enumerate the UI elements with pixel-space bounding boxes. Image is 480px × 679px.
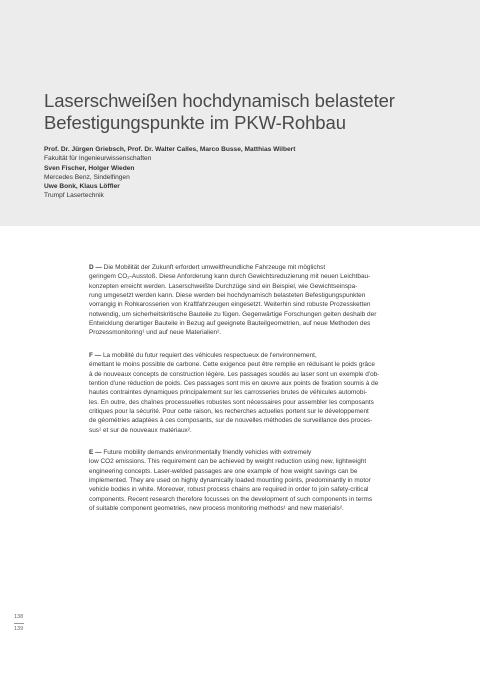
abstract-line — [89, 407, 379, 416]
abstract-english — [89, 448, 379, 513]
abstract-line — [89, 467, 379, 476]
abstract-line — [89, 272, 379, 281]
abstract-line — [89, 351, 379, 360]
abstract-french — [89, 351, 379, 435]
abstract-line — [89, 300, 379, 309]
abstract-line — [89, 504, 379, 513]
article-title — [44, 90, 464, 134]
abstract-line — [89, 426, 379, 435]
abstract-text: rung umgesetzt werden kann. Diese werden bei hochdynamisch belasteten Befestigungspunkten — [89, 292, 366, 300]
abstract-text: critiques pour la sécurité. Pour cette raison, les recherches actuelles portent sur le développement — [89, 408, 369, 416]
abstract-text: components. Recent research therefore focusses on the development of such components in terms — [89, 495, 373, 503]
abstract-text: émettant le moins possible de carbone. Cette exigence peut être remplie en réduisant le poids grâce — [89, 361, 375, 369]
abstract-text: vorrangig in Rohkarosserien von Kraftfahrzeugen eingesetzt. Weiterhin sind robuste Prozessketten — [89, 301, 371, 309]
abstract-german — [89, 263, 379, 338]
abstract-text: implemented. They are used on highly dynamically loaded mounting points, predominantly in motor — [89, 477, 371, 485]
abstract-text: vehicle bodies in white. Moreover, robust process chains are required in order to join safety-critical — [89, 486, 369, 494]
page-number-right: 139 — [14, 626, 24, 632]
abstract-text: Prozessmonitoring¹ und auf neue Materialien². — [89, 329, 222, 337]
abstract-text: low CO2 emissions. This requirement can be achieved by weight reduction using new, lightweight — [89, 458, 367, 466]
abstract-line — [89, 457, 379, 466]
abstract-text: de géométries adaptées à ces composants, sur de nouvelles méthodes de surveillance des proces- — [89, 417, 373, 425]
abstract-line — [89, 310, 379, 319]
author-names-3: Uwe Bonk, Klaus Löffler — [44, 183, 120, 191]
abstract-line — [89, 485, 379, 494]
abstract-text: konzepten erreicht werden. Laserschweißte Durchzüge sind ein Beispiel, wie Gewichtseinspa- — [89, 282, 358, 290]
abstract-line — [89, 379, 379, 388]
title-line-2: Befestigungspunkte im PKW-Rohbau — [44, 112, 346, 133]
abstract-text: La mobilité du futur requiert des véhicules respectueux de l'environnement, — [102, 352, 317, 359]
abstract-text: Future mobility demands environmentally friendly vehicles with extremely — [103, 449, 312, 456]
abstract-text: tention d'une réduction de poids. Ces passages sont mis en œuvre aux points de fixation soumis à de — [89, 380, 379, 388]
abstract-line — [89, 495, 379, 504]
author-affiliation-3: Trumpf Lasertechnik — [44, 192, 104, 200]
abstract-line — [89, 370, 379, 379]
abstract-text: engineering concepts. Laser-welded passages are one example of how weight savings can be — [89, 467, 358, 475]
author-affiliation-2: Mercedes Benz, Sindelfingen — [44, 173, 130, 181]
author-names-1: Prof. Dr. Jürgen Griebsch, Prof. Dr. Walter Calles, Marco Busse, Matthias Wilbert — [44, 146, 296, 153]
author-block — [44, 145, 444, 201]
abstract-line — [89, 263, 379, 272]
author-affiliation-1: Fakultät für Ingenieurwissenschaften — [44, 155, 152, 163]
author-names-2: Sven Fischer, Holger Wieden — [44, 164, 135, 172]
language-marker: E — — [89, 449, 102, 456]
abstract-text: les. En outre, des chaînes processuelles robustes sont nécessaires pour assembler les composants — [89, 398, 374, 406]
abstract-text: Die Mobilität der Zukunft erfordert umweltfreundliche Fahrzeuge mit möglichst — [103, 264, 326, 271]
abstract-text: of suitable component geometries, new process monitoring methods¹ and new materials². — [89, 505, 344, 513]
page-numbers — [14, 614, 34, 633]
abstract-line — [89, 388, 379, 397]
language-marker: D — — [89, 264, 102, 271]
abstract-line — [89, 319, 379, 328]
abstract-text: Entwicklung derartiger Bauteile in Bezug auf geeignete Bauteilgeometrien, auf neue Methoden des — [89, 320, 371, 328]
abstract-text: à de nouveaux concepts de construction légère. Les passages soudés au laser sont un exemple d'ob- — [89, 370, 380, 378]
abstract-line — [89, 416, 379, 425]
abstract-text: notwendig, um sicherheitskritische Bauteile zu fügen. Gegenwärtige Forschungen gelten deshalb der — [89, 310, 377, 318]
language-marker: F — — [89, 352, 102, 359]
abstract-line — [89, 398, 379, 407]
title-line-1: Laserschweißen hochdynamisch belasteter — [44, 90, 395, 111]
abstract-text: hautes contraintes dynamiques principalement sur les carrosseries brutes de véhicules automobi- — [89, 389, 368, 397]
abstract-line — [89, 448, 379, 457]
abstract-line — [89, 328, 379, 337]
abstract-line — [89, 476, 379, 485]
abstract-text: geringem CO₂-Ausstoß. Diese Anforderung kann durch Gewichtsreduzierung mit neuen Leichtbau- — [89, 273, 371, 281]
abstract-line — [89, 360, 379, 369]
abstract-text: sus¹ et sur de nouveaux matériaux². — [89, 426, 192, 434]
abstract-line — [89, 282, 379, 291]
abstract-line — [89, 291, 379, 300]
page-number-left: 138 — [14, 614, 24, 620]
page-number-divider — [14, 623, 24, 624]
